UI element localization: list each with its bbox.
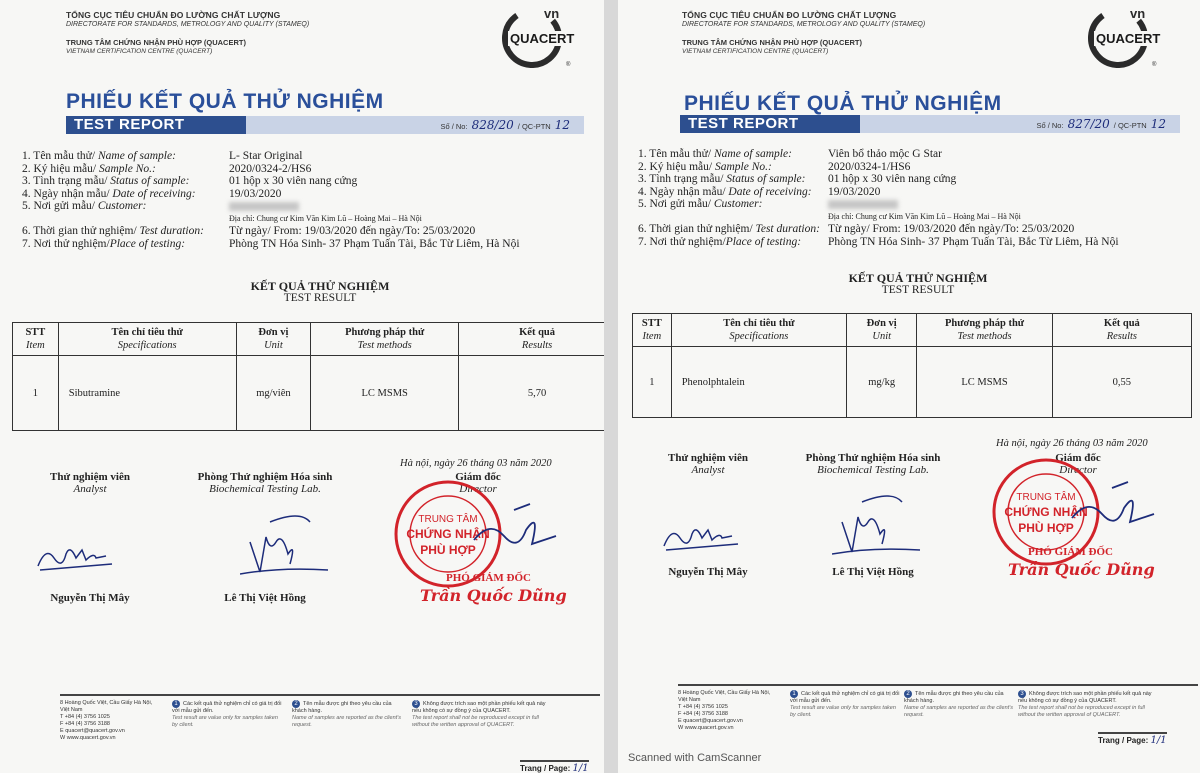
- analyst-name: Nguyễn Thị Mây: [50, 592, 130, 604]
- director-heading: Giám đốc Director: [455, 471, 501, 495]
- lab-heading: Phòng Thử nghiệm Hóa sinh Biochemical Testing Lab.: [197, 471, 333, 495]
- report-title-en: TEST REPORT: [680, 115, 860, 133]
- director-name: Trần Quốc Dũng: [420, 586, 567, 605]
- agency-name-en: DIRECTORATE FOR STANDARDS, METROLOGY AND QUALITY (STAMEQ): [66, 21, 310, 28]
- director-name: Trần Quốc Dũng: [1008, 560, 1155, 579]
- table-header-row: [633, 314, 1192, 347]
- test-duration: Từ ngày/ From: 19/03/2020 đến ngày/To: 25/03/2020: [828, 223, 1075, 235]
- analyst-signature: [36, 536, 116, 576]
- sample-name: Viên bổ thảo mộc G Star: [828, 148, 942, 160]
- report-number: Số / No: 827/20 / QC-PTN 12: [1036, 117, 1166, 131]
- analyst-signature: [662, 516, 742, 556]
- footer-note-3: 3 Không được trích sao một phần phiếu kết quả này nếu không có sự đồng ý của QUACERT. The test report shall not be reproduced except in full without the written approval of QUACERT.: [412, 701, 546, 728]
- result-table: [12, 322, 604, 431]
- receiving-date: 19/03/2020: [828, 185, 881, 198]
- table-row: [633, 347, 1192, 418]
- cell-spec: Sibutramine: [58, 356, 236, 431]
- lab-head-name: Lê Thị Việt Hồng: [832, 566, 914, 578]
- cell-unit: mg/viên: [236, 356, 311, 431]
- title-band: [66, 116, 584, 134]
- test-place: Phòng TN Hóa Sinh- 37 Phạm Tuấn Tài, Bắc Từ Liêm, Hà Nội: [229, 237, 520, 250]
- cell-result: 5,70: [459, 356, 604, 431]
- director-signature: [470, 500, 560, 560]
- footer-note-1: 1 Các kết quả thử nghiệm chỉ có giá trị đối với mẫu gửi đến. Test result are value only for samples taken by client.: [172, 701, 282, 728]
- vice-director-title: PHÓ GIÁM ĐỐC: [446, 572, 531, 584]
- agency-header: [682, 10, 925, 55]
- cell-method: LC MSMS: [917, 347, 1052, 418]
- th-method: Phương pháp thử Test methods: [311, 323, 459, 356]
- agency-header: [66, 10, 309, 55]
- th-result: Kết quả Results: [459, 323, 604, 356]
- sample-name: L- Star Original: [229, 150, 303, 162]
- lab-head-name: Lê Thị Việt Hồng: [224, 592, 306, 604]
- redacted-customer: [828, 200, 898, 209]
- th-unit: Đơn vị Unit: [236, 323, 311, 356]
- svg-text:PHÙ HỢP: PHÙ HỢP: [420, 543, 476, 557]
- svg-text:®: ®: [566, 62, 571, 68]
- quacert-logo: [1080, 4, 1162, 68]
- table-row: [13, 356, 605, 431]
- result-title-vn: KẾT QUẢ THỬ NGHIỆM: [250, 279, 390, 293]
- th-spec: Tên chỉ tiêu thử Specifications: [58, 323, 236, 356]
- cell-method: LC MSMS: [311, 356, 459, 431]
- svg-text:CHỨNG NHẬN: CHỨNG NHẬN: [406, 527, 490, 541]
- lab-head-signature: [832, 492, 922, 562]
- lab-head-signature: [240, 512, 330, 582]
- footer-contact: 8 Hoàng Quốc Việt, Cầu Giấy Hà Nội, Việt Nam T +84 (4) 3756 1025 F +84 (4) 3756 3188 E quacert@quacert.gov.vn W www.quacert.gov.vn: [678, 690, 771, 731]
- camscanner-watermark: Scanned with CamScanner: [628, 752, 762, 764]
- footer-note-2: 2 Tên mẫu được ghi theo yêu cầu của khách hàng. Name of samples are reported as the client's request.: [292, 701, 401, 728]
- agency-name-vn: TỔNG CỤC TIÊU CHUẨN ĐO LƯỜNG CHẤT LƯỢNG: [682, 10, 897, 20]
- analyst-name: Nguyễn Thị Mây: [668, 566, 748, 578]
- analyst-heading: Thử nghiệm viên Analyst: [668, 452, 748, 476]
- svg-text:CHỨNG NHẬN: CHỨNG NHẬN: [1004, 505, 1088, 519]
- test-place: Phòng TN Hóa Sinh- 37 Phạm Tuấn Tài, Bắc Từ Liêm, Hà Nội: [828, 235, 1119, 248]
- svg-text:®: ®: [1152, 62, 1157, 68]
- footer-contact: 8 Hoàng Quốc Việt, Cầu Giấy Hà Nội, Việt Nam T +84 (4) 3756 1025 F +84 (4) 3756 3188 E quacert@quacert.gov.vn W www.quacert.gov.vn: [60, 700, 153, 741]
- quacert-logo: [494, 4, 576, 68]
- th-item: STT Item: [13, 323, 59, 356]
- logo-text: QUACERT: [510, 31, 575, 46]
- page-number: Trang / Page: 1/1: [520, 760, 589, 773]
- sample-status: 01 hộp x 30 viên nang cứng: [229, 175, 358, 187]
- footer-note-1: 1 Các kết quả thử nghiệm chỉ có giá trị đối với mẫu gửi đến. Test result are value only for samples taken by client.: [790, 691, 900, 718]
- footer-note-3: 3 Không được trích sao một phần phiếu kết quả này nếu không có sự đồng ý của QUACERT. The test report shall not be reproduced except in full without the written approval of QUACERT.: [1018, 691, 1152, 718]
- customer-address: Địa chỉ: Chung cư Kim Văn Kim Lũ – Hoàng Mai – Hà Nội: [229, 213, 422, 223]
- result-title-vn: KẾT QUẢ THỬ NGHIỆM: [848, 271, 988, 285]
- th-spec: Tên chỉ tiêu thử Specifications: [671, 314, 846, 347]
- cell-item: 1: [13, 356, 59, 431]
- th-item: STT Item: [633, 314, 672, 347]
- th-unit: Đơn vị Unit: [847, 314, 917, 347]
- lab-heading: Phòng Thử nghiệm Hóa sinh Biochemical Testing Lab.: [805, 452, 941, 476]
- logo-text: QUACERT: [1096, 31, 1161, 46]
- vice-director-title: PHÓ GIÁM ĐỐC: [1028, 546, 1113, 558]
- cell-result: 0,55: [1052, 347, 1191, 418]
- centre-name-vn: TRUNG TÂM CHỨNG NHẬN PHÙ HỢP (QUACERT): [682, 38, 862, 47]
- result-title-en: TEST RESULT: [283, 292, 357, 304]
- centre-name-vn: TRUNG TÂM CHỨNG NHẬN PHÙ HỢP (QUACERT): [66, 38, 246, 47]
- redacted-customer: [229, 202, 299, 211]
- receiving-date: 19/03/2020: [229, 187, 282, 200]
- svg-text:PHÙ HỢP: PHÙ HỢP: [1018, 521, 1074, 535]
- report-title-vn: PHIẾU KẾT QUẢ THỬ NGHIỆM: [684, 92, 1002, 115]
- sample-no: 2020/0324-2/HS6: [229, 162, 312, 175]
- test-report-left: TỔNG CỤC TIÊU CHUẨN ĐO LƯỜNG CHẤT LƯỢNG DIRECTORATE FOR STANDARDS, METROLOGY AND QUALITY (STAMEQ) TRUNG TÂM CHỨNG NHẬN PHÙ HỢP (QUACERT) VIETNAM CERTIFICATION CENTRE (QUACERT) vn QUACERT ® PHIẾU KẾT QUẢ THỬ NGHIỆM TEST REPORT Số / No: 828/20 / QC-PTN 12 1. Tên mẫu thử/ Name of sample: L- Star Original 2. Ký hiệu mẫu/ Sample No.: 2020/0324-2/HS6 3. Tình trạng mẫu/ Status of sample: 01 hộp x 30 viên nang cứng 4. Ngày nhận mẫu/ Date of receiving: 19/03/2020 5. Nơi gửi mẫu/ Customer: Địa chỉ: Chung cư Kim Văn Kim Lũ – Hoàng Mai – Hà Nội 6. Thời gian thử nghiệm/ Test duration: Từ ngày/ From: 19/03/2020 đến ngày/To: 25/03/2020 7. Nơi thử nghiệm/Place of testing: Phòng TN Hóa Sinh- 37 Phạm Tuấn Tài, Bắc Từ Liêm, Hà Nội KẾT QUẢ THỬ NGHIỆM TEST RESULT STT Item Tên chỉ tiêu thử Specifications Đơn vị Unit Phương pháp thử Test methods Kết quả Results 1 Sibutramine mg/viên LC MSMS 5,70 Hà nội, ngày 26 tháng 03 năm 2020 Thử nghiệm viên Analyst Phòng Thử nghiệm Hóa sinh Biochemical Testing Lab. Giám đốc Director TRUNG TÂM CHỨNG NHẬN PHÙ HỢP PHÓ GIÁM ĐỐC Trần Quốc Dũng Nguyễn Thị Mây Lê Thị Việt Hồng 8 Hoàng Quốc Việt, Cầu Giấy Hà Nội, Việt Nam T +84 (4) 3756 1025 F +84 (4) 3756 3188 E quacert@quacert.gov.vn W www.quacert.gov.vn 1 Các kết quả thử nghiệm chỉ có giá trị đối với mẫu gửi đến. Test result are value only for samples taken by client. 2 Tên mẫu được ghi theo yêu cầu của khách hàng. Name of samples are reported as the client's request. 3 Không được trích sao một phần phiếu kết quả này nếu không có sự đồng ý của QUACERT. The test report shall not be reproduced except in full without the written approval of QUACERT. Trang / Page: 1/1: [0, 0, 604, 773]
- cell-unit: mg/kg: [847, 347, 917, 418]
- result-title-en: TEST RESULT: [881, 284, 955, 296]
- table-header-row: [13, 323, 605, 356]
- th-result: Kết quả Results: [1052, 314, 1191, 347]
- logo-mark-text: vn: [1130, 6, 1146, 21]
- agency-name-vn: TỔNG CỤC TIÊU CHUẨN ĐO LƯỜNG CHẤT LƯỢNG: [66, 10, 281, 20]
- agency-name-en: DIRECTORATE FOR STANDARDS, METROLOGY AND QUALITY (STAMEQ): [682, 21, 926, 28]
- sample-status: 01 hộp x 30 viên nang cứng: [828, 173, 957, 185]
- footer-note-2: 2 Tên mẫu được ghi theo yêu cầu của khách hàng. Name of samples are reported as the client's request.: [904, 691, 1013, 718]
- sign-date: Hà nội, ngày 26 tháng 03 năm 2020: [400, 458, 552, 469]
- sample-no: 2020/0324-1/HS6: [828, 160, 911, 173]
- director-signature: [1068, 478, 1158, 538]
- logo-mark-text: vn: [544, 6, 560, 21]
- svg-text:TRUNG TÂM: TRUNG TÂM: [1016, 492, 1076, 503]
- report-title-vn: PHIẾU KẾT QUẢ THỬ NGHIỆM: [66, 90, 384, 113]
- page-number: Trang / Page: 1/1: [1098, 732, 1167, 746]
- cell-spec: Phenolphtalein: [671, 347, 846, 418]
- director-heading: Giám đốc Director: [1055, 452, 1101, 476]
- analyst-heading: Thử nghiệm viên Analyst: [50, 471, 130, 495]
- test-report-right: TỔNG CỤC TIÊU CHUẨN ĐO LƯỜNG CHẤT LƯỢNG DIRECTORATE FOR STANDARDS, METROLOGY AND QUALITY (STAMEQ) TRUNG TÂM CHỨNG NHẬN PHÙ HỢP (QUACERT) VIETNAM CERTIFICATION CENTRE (QUACERT) vn QUACERT ® PHIẾU KẾT QUẢ THỬ NGHIỆM TEST REPORT Số / No: 827/20 / QC-PTN 12 1. Tên mẫu thử/ Name of sample: Viên bổ thảo mộc G Star 2. Ký hiệu mẫu/ Sample No.: 2020/0324-1/HS6 3. Tình trạng mẫu/ Status of sample: 01 hộp x 30 viên nang cứng 4. Ngày nhận mẫu/ Date of receiving: 19/03/2020 5. Nơi gửi mẫu/ Customer: Địa chỉ: Chung cư Kim Văn Kim Lũ – Hoàng Mai – Hà Nội 6. Thời gian thử nghiệm/ Test duration: Từ ngày/ From: 19/03/2020 đến ngày/To: 25/03/2020 7. Nơi thử nghiệm/Place of testing: Phòng TN Hóa Sinh- 37 Phạm Tuấn Tài, Bắc Từ Liêm, Hà Nội KẾT QUẢ THỬ NGHIỆM TEST RESULT STT Item Tên chỉ tiêu thử Specifications Đơn vị Unit Phương pháp thử Test methods Kết quả Results 1 Phenolphtalein mg/kg LC MSMS 0,55 Hà nội, ngày 26 tháng 03 năm 2020 Thử nghiệm viên Analyst Phòng Thử nghiệm Hóa sinh Biochemical Testing Lab. Giám đốc Director TRUNG TÂM CHỨNG NHẬN PHÙ HỢP PHÓ GIÁM ĐỐC Trần Quốc Dũng Nguyễn Thị Mây Lê Thị Việt Hồng 8 Hoàng Quốc Việt, Cầu Giấy Hà Nội, Việt Nam T +84 (4) 3756 1025 F +84 (4) 3756 3188 E quacert@quacert.gov.vn W www.quacert.gov.vn 1 Các kết quả thử nghiệm chỉ có giá trị đối với mẫu gửi đến. Test result are value only for samples taken by client. 2 Tên mẫu được ghi theo yêu cầu của khách hàng. Name of samples are reported as the client's request. 3 Không được trích sao một phần phiếu kết quả này nếu không có sự đồng ý của QUACERT. The test report shall not be reproduced except in full without the written approval of QUACERT. Trang / Page: 1/1: [618, 0, 1200, 773]
- centre-name-en: VIETNAM CERTIFICATION CENTRE (QUACERT): [66, 48, 213, 55]
- sign-date: Hà nội, ngày 26 tháng 03 năm 2020: [996, 438, 1148, 449]
- centre-name-en: VIETNAM CERTIFICATION CENTRE (QUACERT): [682, 48, 829, 55]
- svg-text:TRUNG TÂM: TRUNG TÂM: [418, 514, 478, 525]
- th-method: Phương pháp thử Test methods: [917, 314, 1052, 347]
- test-duration: Từ ngày/ From: 19/03/2020 đến ngày/To: 25/03/2020: [229, 225, 476, 237]
- customer-address: Địa chỉ: Chung cư Kim Văn Kim Lũ – Hoàng Mai – Hà Nội: [828, 211, 1021, 221]
- title-band: [680, 115, 1180, 133]
- report-number: Số / No: 828/20 / QC-PTN 12: [440, 118, 570, 132]
- report-title-en: TEST REPORT: [66, 116, 246, 134]
- result-table: [632, 313, 1192, 418]
- cell-item: 1: [633, 347, 672, 418]
